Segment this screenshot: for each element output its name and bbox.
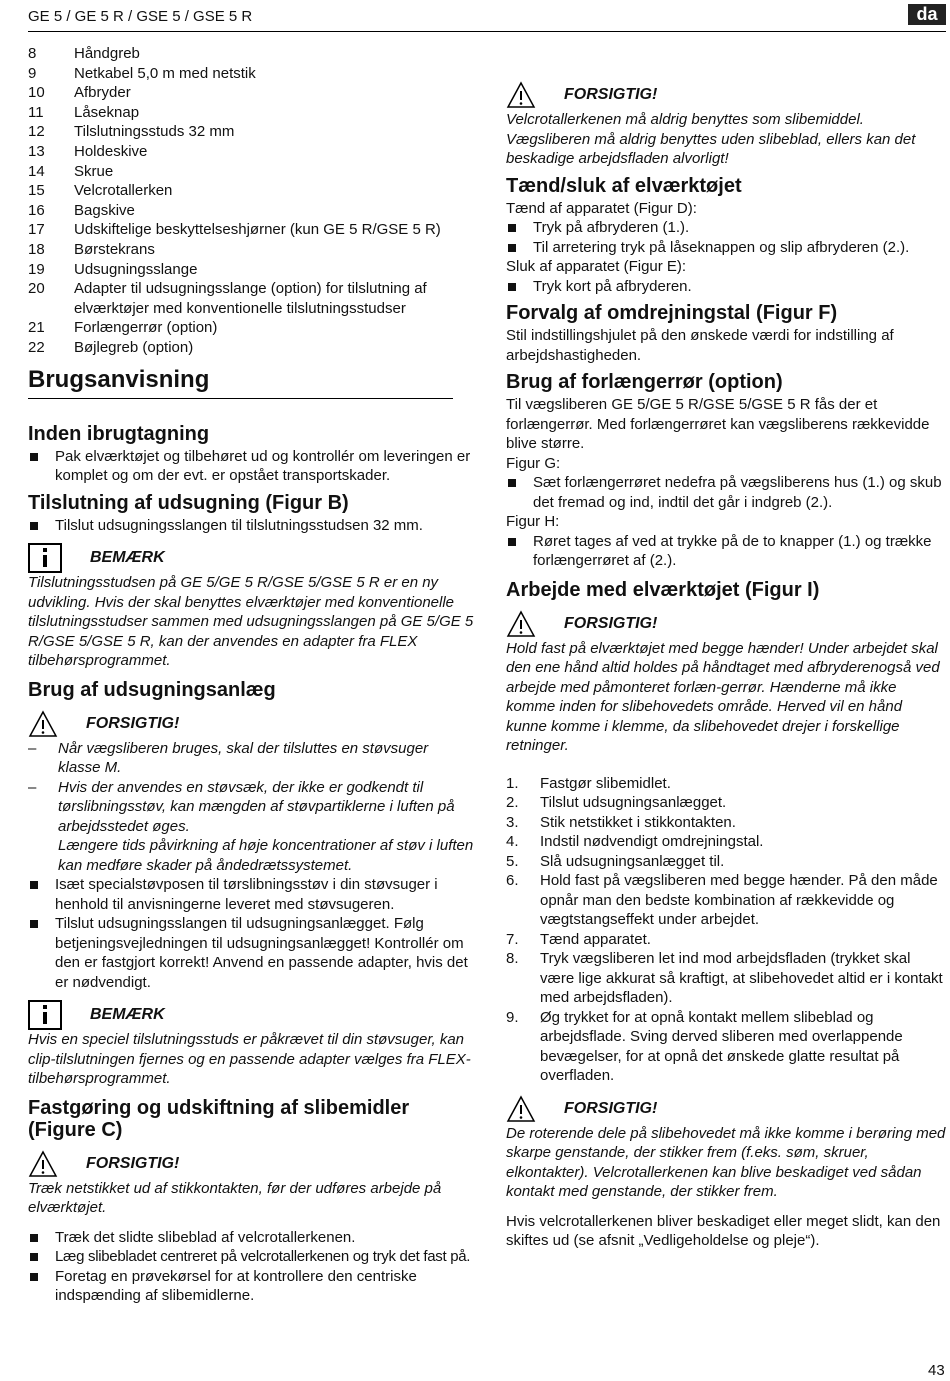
part-label: Adapter til udsugningsslange (option) for tilslutning af elværktøjer med konventionelle tilslutningsstudser <box>74 280 427 317</box>
warning-header <box>506 80 946 110</box>
list-item: – Hvis der anvendes en støvsæk, der ikke er godkendt til tørslibningsstøv, kan mængden af støvpartiklerne i luften på arbejdsstedet øges. Længere tids påvirkning af høje koncentrationer af støv i luften kan medføre skader på åndedrætssystemet. <box>28 778 474 874</box>
part-number: 8 <box>28 45 37 62</box>
note-text: Hvis en speciel tilslutningsstuds er påkrævet til din støvsuger, kan clip-tilslutningen fjernes og en passende adapter vælges fra FLEX-tilbehørsprogrammet. <box>28 1031 471 1087</box>
list-item: Tilslut udsugningsslangen til udsugningsanlægget. Følg betjeningsvejledningen til udsugningsanlægget! Kontrollér om den er fastgjort korrekt! Anvend en passende adapter, hvis det er nødvendigt. <box>28 914 474 992</box>
part-number: 11 <box>28 103 44 121</box>
bullet-list <box>506 277 946 297</box>
warning-icon <box>28 1150 58 1178</box>
step-item <box>506 774 946 794</box>
step-item <box>506 793 946 813</box>
list-item: – Når vægsliberen bruges, skal der tilsluttes en støvsuger klasse M. <box>28 739 429 776</box>
section-title-brugsanvisning: Brugsanvisning <box>28 365 210 393</box>
bullet-list <box>506 532 946 571</box>
warning-label: FORSIGTIG! <box>564 614 658 632</box>
part-label: Børstekrans <box>74 240 155 258</box>
step-number: 9. <box>506 1008 519 1026</box>
part-label: Udsugningsslange <box>74 260 198 278</box>
step-text: Hold fast på vægsliberen med begge hænder. På den måde opnår man den bedste kombination af rækkevidde og vægtstangseffekt under arbejdet. <box>540 872 938 928</box>
parts-list-item <box>28 162 474 182</box>
part-number: 9 <box>28 64 37 82</box>
part-label: Bagskive <box>74 201 135 219</box>
parts-list-item <box>28 240 474 260</box>
part-number: 22 <box>28 338 45 356</box>
language-badge: da <box>908 4 946 25</box>
paragraph: Sluk af apparatet (Figur E): <box>506 258 687 275</box>
warning-icon <box>506 610 536 638</box>
step-number: 7. <box>506 930 519 948</box>
part-label: Låseknap <box>74 103 140 121</box>
left-column <box>28 44 474 1306</box>
step-text: Tilslut udsugningsanlægget. <box>540 794 727 811</box>
warning-text: De roterende dele på slibehovedet må ikke komme i berøring med skarpe genstande, der stikker frem (f.eks. søm, skruer, elkontakter). Velcrotallerkenen kan blive beskadiget ved sådan kontakt med genstande, der stikker frem. <box>506 1124 946 1200</box>
parts-list-item <box>28 64 474 84</box>
note-header <box>28 1000 474 1030</box>
dash-list <box>28 739 474 876</box>
warning-text: Hold fast på elværktøjet med begge hænder! Under arbejdet skal den ene hånd altid holdes på håndtaget med afbryderenogså ved arbejde med påmonteret forlæn-gerrør. Hænderne må ikke komme inden for slibehovedets område. Herved vil en hånd kunne komme i klemme, da slibehovedet drejer i forskellige retninger. <box>506 639 940 754</box>
part-number: 12 <box>28 123 45 141</box>
note-header <box>28 543 474 573</box>
part-label: Håndgreb <box>74 45 140 62</box>
paragraph: Stil indstillingshjulet på den ønskede værdi for indstilling af arbejdshastigheden. <box>506 327 894 364</box>
warning-header <box>506 1094 946 1124</box>
heading-tilslutning: Tilslutning af udsugning (Figur B) <box>28 491 349 514</box>
part-label: Holdeskive <box>74 142 148 160</box>
step-number: 4. <box>506 833 519 850</box>
step-text: Stik netstikket i stikkontakten. <box>540 813 736 831</box>
step-item <box>506 930 946 950</box>
list-item: Til arretering tryk på låseknappen og slip afbryderen (2.). <box>506 238 946 258</box>
parts-list-item <box>28 201 474 221</box>
step-text: Øg trykket for at opnå kontakt mellem slibeblad og arbejdsflade. Sving derved sliberen med overlappende bevægelser, for at opnå det ønskede glatte resultat på overfladen. <box>540 1008 903 1084</box>
dash-item-text: Længere tids påvirkning af høje koncentrationer af støv i luften kan medføre skader på åndedrætssystemet. <box>58 837 474 874</box>
steps-list <box>506 774 946 1086</box>
warning-icon <box>506 1095 536 1123</box>
part-number: 20 <box>28 280 45 298</box>
paragraph: Tænd af apparatet (Figur D): <box>506 199 697 217</box>
list-item: Foretag en prøvekørsel for at kontrollere den centriske indspænding af slibemidlerne. <box>28 1267 474 1306</box>
list-item: Tilslut udsugningsslangen til tilslutningsstudsen 32 mm. <box>28 516 474 536</box>
part-label: Skrue <box>74 162 114 180</box>
step-number: 6. <box>506 872 519 889</box>
warning-label: FORSIGTIG! <box>564 86 658 103</box>
part-label: Forlængerrør (option) <box>74 319 218 337</box>
part-label: Netkabel 5,0 m med netstik <box>74 64 256 82</box>
step-item <box>506 832 946 852</box>
parts-list-item <box>28 103 474 123</box>
heading-arbejde: Arbejde med elværktøjet (Figur I) <box>506 578 820 601</box>
warning-label: FORSIGTIG! <box>86 714 180 732</box>
bullet-list <box>506 473 946 512</box>
part-label: Afbryder <box>74 84 131 102</box>
part-number: 10 <box>28 84 45 102</box>
note-text: Tilslutningsstudsen på GE 5/GE 5 R/GSE 5/GSE 5 R er en ny udvikling. Hvis der skal benyttes elværktøjer med konventionelle tilslutningsstudser sammen med udsugningsslangen på GE 5/GE 5 R/GSE 5/GSE 5 R, kan der anvendes en adapter fra FLEX tilbehørsprogrammet. <box>28 574 474 669</box>
parts-list-item <box>28 338 474 358</box>
parts-list-item <box>28 318 474 338</box>
list-item: Isæt specialstøvposen til tørslibningsstøv i din støvsuger i henhold til anvisningerne leveret med støvsugeren. <box>28 875 474 914</box>
step-number: 5. <box>506 852 519 870</box>
list-item: Pak elværktøjet og tilbehøret ud og kontrollér om leveringen er komplet og om der evt. er opstået transportskader. <box>28 447 474 486</box>
warning-text: Træk netstikket ud af stikkontakten, før der udføres arbejde på elværktøjet. <box>28 1179 442 1216</box>
part-number: 14 <box>28 162 45 180</box>
header-rule <box>28 31 946 32</box>
step-item <box>506 813 946 833</box>
parts-list-item <box>28 220 474 240</box>
part-number: 18 <box>28 240 45 258</box>
warning-icon <box>28 710 58 738</box>
step-text: Fastgør slibemidlet. <box>540 774 671 792</box>
parts-list <box>28 44 474 358</box>
warning-label: FORSIGTIG! <box>86 1154 180 1172</box>
step-number: 1. <box>506 774 519 792</box>
part-label: Velcrotallerken <box>74 182 173 200</box>
step-number: 8. <box>506 950 519 967</box>
list-item: Læg slibebladet centreret på velcrotallerkenen og tryk det fast på. <box>28 1247 474 1267</box>
info-icon <box>28 1000 62 1030</box>
part-number: 15 <box>28 182 45 200</box>
step-text: Tryk vægsliberen let ind mod arbejdsfladen (trykket skal være lige akkurat så kraftigt, at slibehovedet altid er i kontakt med arbejdsfladen). <box>540 950 943 1006</box>
paragraph: Til vægsliberen GE 5/GE 5 R/GSE 5/GSE 5 R fås der et forlængerrør. Med forlængerrøret kan vægsliberens rækkevidde blive større. <box>506 396 930 452</box>
step-text: Tænd apparatet. <box>540 930 651 948</box>
list-item: Tryk på afbryderen (1.). <box>506 218 946 238</box>
note-label: BEMÆRK <box>90 1006 165 1023</box>
part-number: 17 <box>28 221 45 239</box>
step-item <box>506 871 946 930</box>
step-item <box>506 852 946 872</box>
part-label: Udskiftelige beskyttelseshjørner (kun GE 5 R/GSE 5 R) <box>74 221 441 239</box>
parts-list-item <box>28 181 474 201</box>
header-title: GE 5 / GE 5 R / GSE 5 / GSE 5 R <box>28 8 253 25</box>
part-label: Bøjlegreb (option) <box>74 338 194 356</box>
list-item: Træk det slidte slibeblad af velcrotallerkenen. <box>28 1228 474 1248</box>
page-number: 43 <box>928 1362 945 1379</box>
heading-inden-ibrugtagning: Inden ibrugtagning <box>28 422 210 445</box>
paragraph: Hvis velcrotallerkenen bliver beskadiget eller meget slidt, kan den skiftes ud (se afsnit „Vedligeholdelse og pleje“). <box>506 1212 941 1249</box>
parts-list-item <box>28 44 474 64</box>
paragraph: Figur G: <box>506 454 561 472</box>
bullet-list <box>506 218 946 257</box>
paragraph: Figur H: <box>506 513 560 530</box>
warning-header <box>506 609 946 639</box>
parts-list-item <box>28 122 474 142</box>
part-number: 21 <box>28 319 45 337</box>
parts-list-item <box>28 83 474 103</box>
warning-icon <box>506 81 536 109</box>
list-item: Sæt forlængerrøret nedefra på vægsliberens hus (1.) og skub det fremad og ind, indtil det går i indgreb (2.). <box>506 473 946 512</box>
warning-text: Velcrotallerkenen må aldrig benyttes som slibemiddel. Vægsliberen må aldrig benyttes uden slibeblad, ellers kan det beskadige arbejdsfladen alvorligt! <box>506 111 916 167</box>
bullet-list <box>28 875 474 992</box>
parts-list-item <box>28 260 474 280</box>
list-item: Tryk kort på afbryderen. <box>506 277 946 297</box>
dash-item-text: Når vægsliberen bruges, skal der tilsluttes en støvsuger klasse M. <box>58 739 429 776</box>
info-icon <box>28 543 62 573</box>
part-number: 19 <box>28 260 45 278</box>
part-number: 16 <box>28 201 45 219</box>
warning-header <box>28 709 474 739</box>
list-item: Røret tages af ved at trykke på de to knapper (1.) og trække forlængerrøret af (2.). <box>506 532 946 571</box>
heading-forlaengerroer: Brug af forlængerrør (option) <box>506 371 783 393</box>
dash-item-text: Hvis der anvendes en støvsæk, der ikke er godkendt til tørslibningsstøv, kan mængden af støvpartiklerne i luften på arbejdsstedet øges. <box>58 778 455 835</box>
parts-list-item <box>28 279 474 318</box>
note-label: BEMÆRK <box>90 549 165 566</box>
step-item <box>506 949 946 1008</box>
part-label: Tilslutningsstuds 32 mm <box>74 123 235 141</box>
bullet-list <box>28 1228 474 1306</box>
heading-forvalg: Forvalg af omdrejningstal (Figur F) <box>506 302 838 324</box>
step-text: Indstil nødvendigt omdrejningstal. <box>540 833 764 850</box>
step-item <box>506 1008 946 1086</box>
right-column <box>506 80 946 1251</box>
parts-list-item <box>28 142 474 162</box>
heading-udsugningsanlaeg: Brug af udsugningsanlæg <box>28 678 276 701</box>
step-number: 2. <box>506 794 519 811</box>
step-number: 3. <box>506 813 519 831</box>
step-text: Slå udsugningsanlægget til. <box>540 852 725 870</box>
bullet-list <box>28 447 474 486</box>
warning-header <box>28 1149 474 1179</box>
heading-taend-sluk: Tænd/sluk af elværktøjet <box>506 174 742 197</box>
part-number: 13 <box>28 142 45 160</box>
heading-fastgoering: Fastgøring og udskiftning af slibemidler (Figure C) <box>28 1096 410 1141</box>
warning-label: FORSIGTIG! <box>564 1099 658 1117</box>
bullet-list <box>28 516 474 536</box>
